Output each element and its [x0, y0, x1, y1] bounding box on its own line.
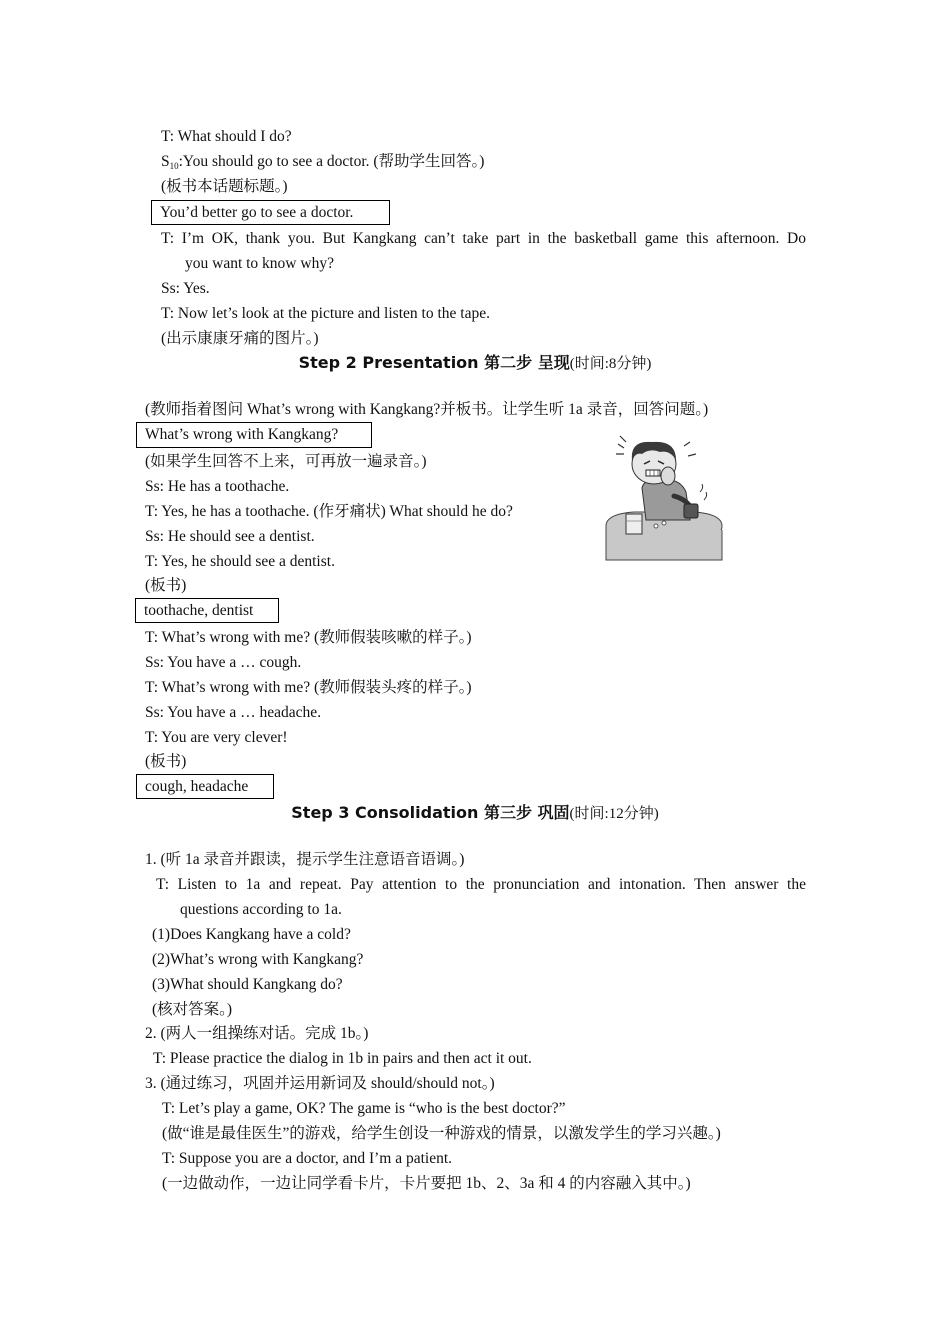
- dialog-line: T: Listen to 1a and repeat. Pay attention to the pronunciation and intonation. Then answer the: [156, 876, 806, 893]
- toothache-boy-illustration: [604, 430, 730, 564]
- speaker-label: S: [161, 153, 170, 170]
- dialog-line: T: What should I do?: [161, 128, 292, 145]
- dialog-line: T: Yes, he should see a dentist.: [145, 553, 335, 570]
- instruction-note: (板书): [145, 577, 187, 594]
- instruction-note: (如果学生回答不上来，可再放一遍录音。): [145, 453, 427, 470]
- dialog-line: T: What’s wrong with me? (教师假装咳嗽的样子。): [145, 629, 472, 646]
- dialog-line: T: Now let’s look at the picture and listen to the tape.: [161, 305, 490, 322]
- section-heading: [0, 802, 950, 825]
- instruction-note: (核对答案。): [152, 1001, 233, 1018]
- section-title: Step 3 Consolidation 第三步 巩固: [291, 803, 570, 822]
- dialog-line: T: You are very clever!: [145, 729, 288, 746]
- numbered-item: 2. (两人一组操练对话。完成 1b。): [145, 1025, 369, 1042]
- section-time: (时间:12分钟): [569, 806, 659, 822]
- question-item: (3)What should Kangkang do?: [152, 976, 343, 993]
- dialog-line: Ss: You have a … cough.: [145, 654, 302, 671]
- section-time: (时间:8分钟): [569, 356, 652, 372]
- dialog-line: [161, 152, 484, 176]
- dialog-line: T: Suppose you are a doctor, and I’m a patient.: [162, 1150, 453, 1167]
- question-item: (2)What’s wrong with Kangkang?: [152, 951, 364, 968]
- question-item: (1)Does Kangkang have a cold?: [152, 926, 351, 943]
- blackboard-box: toothache, dentist: [135, 598, 279, 623]
- dialog-line: T: What’s wrong with me? (教师假装头疼的样子。): [145, 679, 472, 696]
- speaker-subscript: 10: [169, 161, 179, 171]
- instruction-note: (教师指着图问 What’s wrong with Kangkang?并板书。让学生听 1a 录音，回答问题。): [145, 401, 709, 418]
- instruction-note: (板书): [145, 753, 187, 770]
- dialog-text: :You should go to see a doctor. (帮助学生回答。): [178, 153, 485, 170]
- section-title: Step 2 Presentation 第二步 呈现: [298, 353, 570, 372]
- numbered-item: 1. (听 1a 录音并跟读，提示学生注意语音语调。): [145, 851, 465, 868]
- dialog-line-continued: questions according to 1a.: [180, 901, 342, 918]
- dialog-line: Ss: Yes.: [161, 280, 210, 297]
- instruction-note: (出示康康牙痛的图片。): [161, 330, 319, 347]
- numbered-item: 3. (通过练习，巩固并运用新词及 should/should not。): [145, 1075, 495, 1092]
- blackboard-box: You’d better go to see a doctor.: [151, 200, 390, 225]
- instruction-note: (一边做动作，一边让同学看卡片，卡片要把 1b、2、3a 和 4 的内容融入其中。): [162, 1175, 691, 1192]
- section-heading: [0, 352, 950, 375]
- dialog-line: T: Let’s play a game, OK? The game is “who is the best doctor?”: [162, 1100, 566, 1117]
- dialog-line: Ss: He should see a dentist.: [145, 528, 315, 545]
- dialog-line-continued: you want to know why?: [185, 255, 334, 272]
- instruction-note: (板书本话题标题。): [161, 178, 288, 195]
- instruction-note: (做“谁是最佳医生”的游戏，给学生创设一种游戏的情景，以激发学生的学习兴趣。): [162, 1125, 721, 1142]
- dialog-line: T: I’m OK, thank you. But Kangkang can’t take part in the basketball game this afternoon. Do: [161, 230, 806, 247]
- dialog-line: Ss: You have a … headache.: [145, 704, 322, 721]
- dialog-line: Ss: He has a toothache.: [145, 478, 290, 495]
- blackboard-box: What’s wrong with Kangkang?: [136, 422, 372, 448]
- dialog-line: T: Please practice the dialog in 1b in pairs and then act it out.: [153, 1050, 532, 1067]
- dialog-line: T: Yes, he has a toothache. (作牙痛状) What should he do?: [145, 503, 513, 520]
- blackboard-box: cough, headache: [136, 774, 274, 799]
